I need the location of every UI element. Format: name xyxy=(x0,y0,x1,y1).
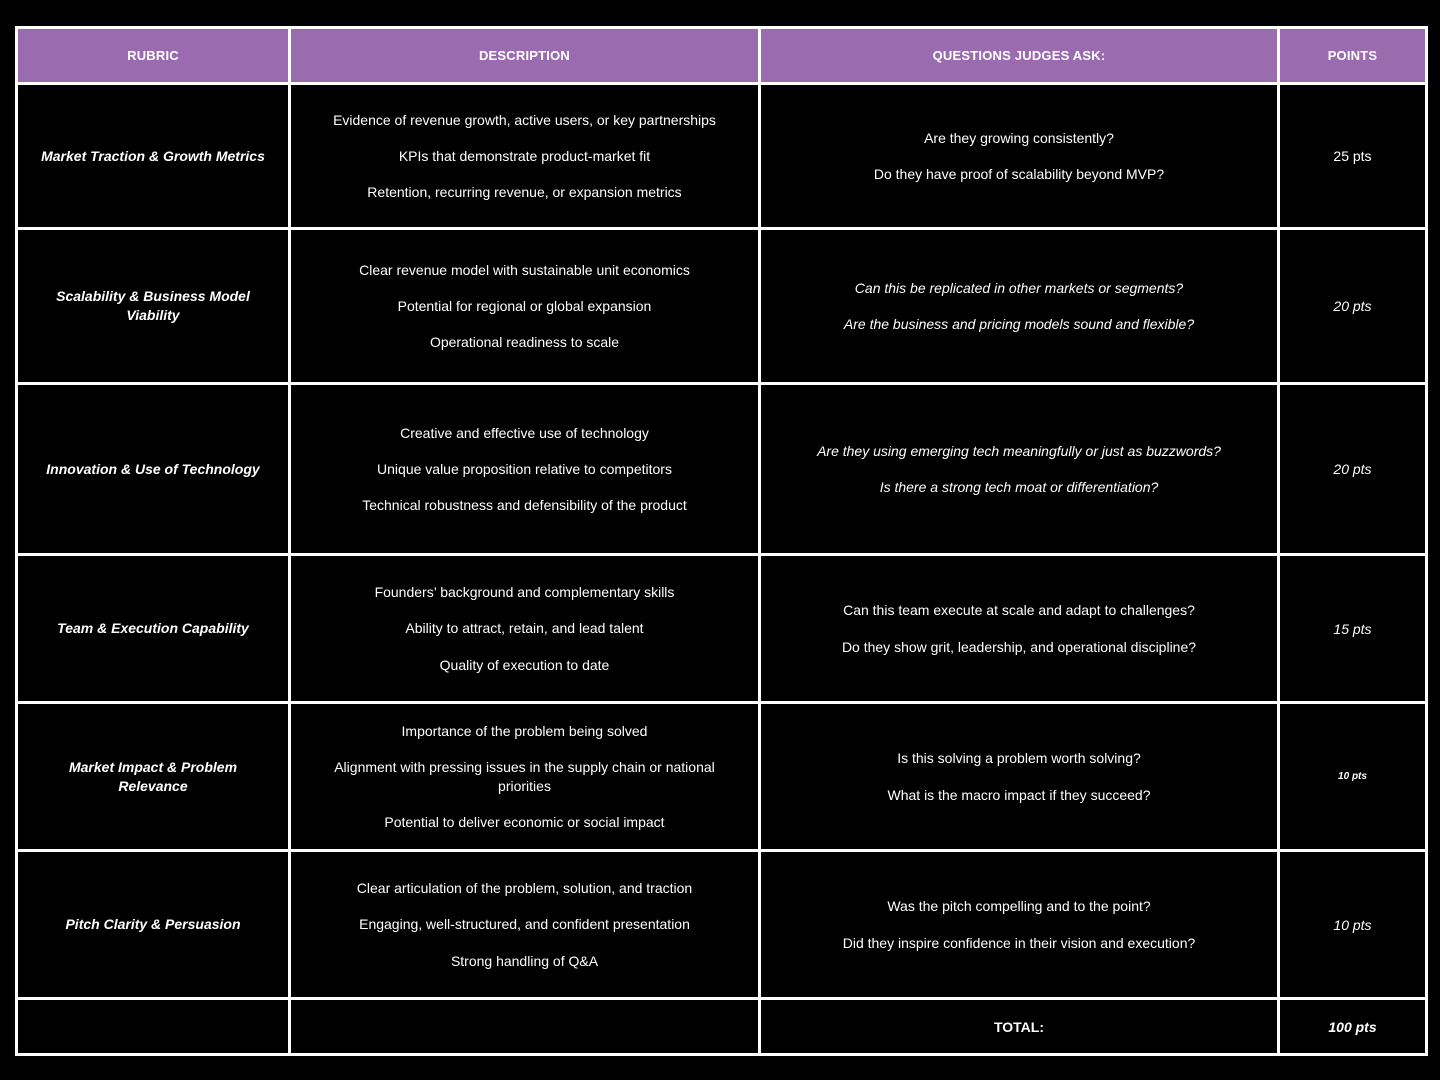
total-value: 100 pts xyxy=(1279,999,1427,1055)
header-points: POINTS xyxy=(1279,28,1427,84)
description-line: Alignment with pressing issues in the supply chain or national priorities xyxy=(334,759,715,794)
header-rubric: RUBRIC xyxy=(17,28,290,84)
empty-cell xyxy=(17,999,290,1055)
description-cell xyxy=(290,229,760,384)
points-cell: 20 pts xyxy=(1279,384,1427,555)
points-cell: 10 pts xyxy=(1279,703,1427,851)
header-row xyxy=(17,28,1427,84)
table-row xyxy=(17,703,1427,851)
questions-cell xyxy=(760,703,1279,851)
question-line: What is the macro impact if they succeed? xyxy=(887,786,1151,803)
description-line: Evidence of revenue growth, active users, or key partnerships xyxy=(333,111,716,128)
description-line: Unique value proposition relative to competitors xyxy=(377,460,672,477)
points-cell: 15 pts xyxy=(1279,555,1427,703)
description-line: Strong handling of Q&A xyxy=(450,952,599,969)
questions-cell xyxy=(760,384,1279,555)
description-line: KPIs that demonstrate product-market fit xyxy=(398,147,651,164)
points-cell: 25 pts xyxy=(1279,84,1427,229)
table-row xyxy=(17,384,1427,555)
description-line: Engaging, well-structured, and confident presentation xyxy=(359,916,690,933)
description-cell xyxy=(290,84,760,229)
description-cell xyxy=(290,555,760,703)
total-row xyxy=(17,999,1427,1055)
question-line: Is this solving a problem worth solving? xyxy=(897,750,1141,767)
description-line: Importance of the problem being solved xyxy=(401,723,648,740)
description-line: Potential for regional or global expansion xyxy=(397,297,652,314)
description-line: Retention, recurring revenue, or expansion metrics xyxy=(367,184,682,201)
question-line: Is there a strong tech moat or differentiation? xyxy=(879,479,1159,495)
table-row xyxy=(17,229,1427,384)
points-cell: 10 pts xyxy=(1279,851,1427,999)
description-line: Technical robustness and defensibility of the product xyxy=(362,497,687,514)
questions-cell xyxy=(760,851,1279,999)
table-row xyxy=(17,555,1427,703)
empty-cell xyxy=(290,999,760,1055)
header-questions: QUESTIONS JUDGES ASK: xyxy=(760,28,1279,84)
question-line: Can this team execute at scale and adapt to challenges? xyxy=(843,602,1195,619)
description-line: Quality of execution to date xyxy=(439,656,610,673)
description-cell xyxy=(290,384,760,555)
questions-cell xyxy=(760,84,1279,229)
header-description: DESCRIPTION xyxy=(290,28,760,84)
rubric-cell: Pitch Clarity & Persuasion xyxy=(17,851,290,999)
questions-cell xyxy=(760,555,1279,703)
rubric-cell: Market Impact & Problem Relevance xyxy=(17,703,290,851)
rubric-cell: Team & Execution Capability xyxy=(17,555,290,703)
total-label: TOTAL: xyxy=(760,999,1279,1055)
rubric-cell: Market Traction & Growth Metrics xyxy=(17,84,290,229)
description-line: Ability to attract, retain, and lead talent xyxy=(405,620,644,637)
question-line: Do they have proof of scalability beyond MVP? xyxy=(873,166,1165,182)
question-line: Are they using emerging tech meaningfully or just as buzzwords? xyxy=(817,442,1221,459)
table-row xyxy=(17,84,1427,229)
rubric-cell: Scalability & Business Model Viability xyxy=(17,229,290,384)
table-row xyxy=(17,851,1427,999)
description-cell xyxy=(290,703,760,851)
description-cell xyxy=(290,851,760,999)
description-line: Clear articulation of the problem, solution, and traction xyxy=(356,880,693,897)
question-line: Was the pitch compelling and to the point? xyxy=(887,898,1151,915)
question-line: Did they inspire confidence in their vision and execution? xyxy=(842,934,1196,951)
description-line: Founders’ background and complementary skills xyxy=(374,584,675,601)
questions-cell xyxy=(760,229,1279,384)
rubric-table xyxy=(15,26,1428,1056)
question-line: Can this be replicated in other markets or segments? xyxy=(854,279,1184,296)
question-line: Do they show grit, leadership, and operational discipline? xyxy=(841,638,1197,655)
question-line: Are the business and pricing models sound and flexible? xyxy=(843,316,1195,332)
description-line: Creative and effective use of technology xyxy=(400,424,649,441)
question-line: Are they growing consistently? xyxy=(924,129,1114,146)
description-line: Clear revenue model with sustainable unit economics xyxy=(359,261,690,278)
rubric-cell: Innovation & Use of Technology xyxy=(17,384,290,555)
points-cell: 20 pts xyxy=(1279,229,1427,384)
description-line: Potential to deliver economic or social impact xyxy=(384,813,665,830)
description-line: Operational readiness to scale xyxy=(429,334,620,351)
